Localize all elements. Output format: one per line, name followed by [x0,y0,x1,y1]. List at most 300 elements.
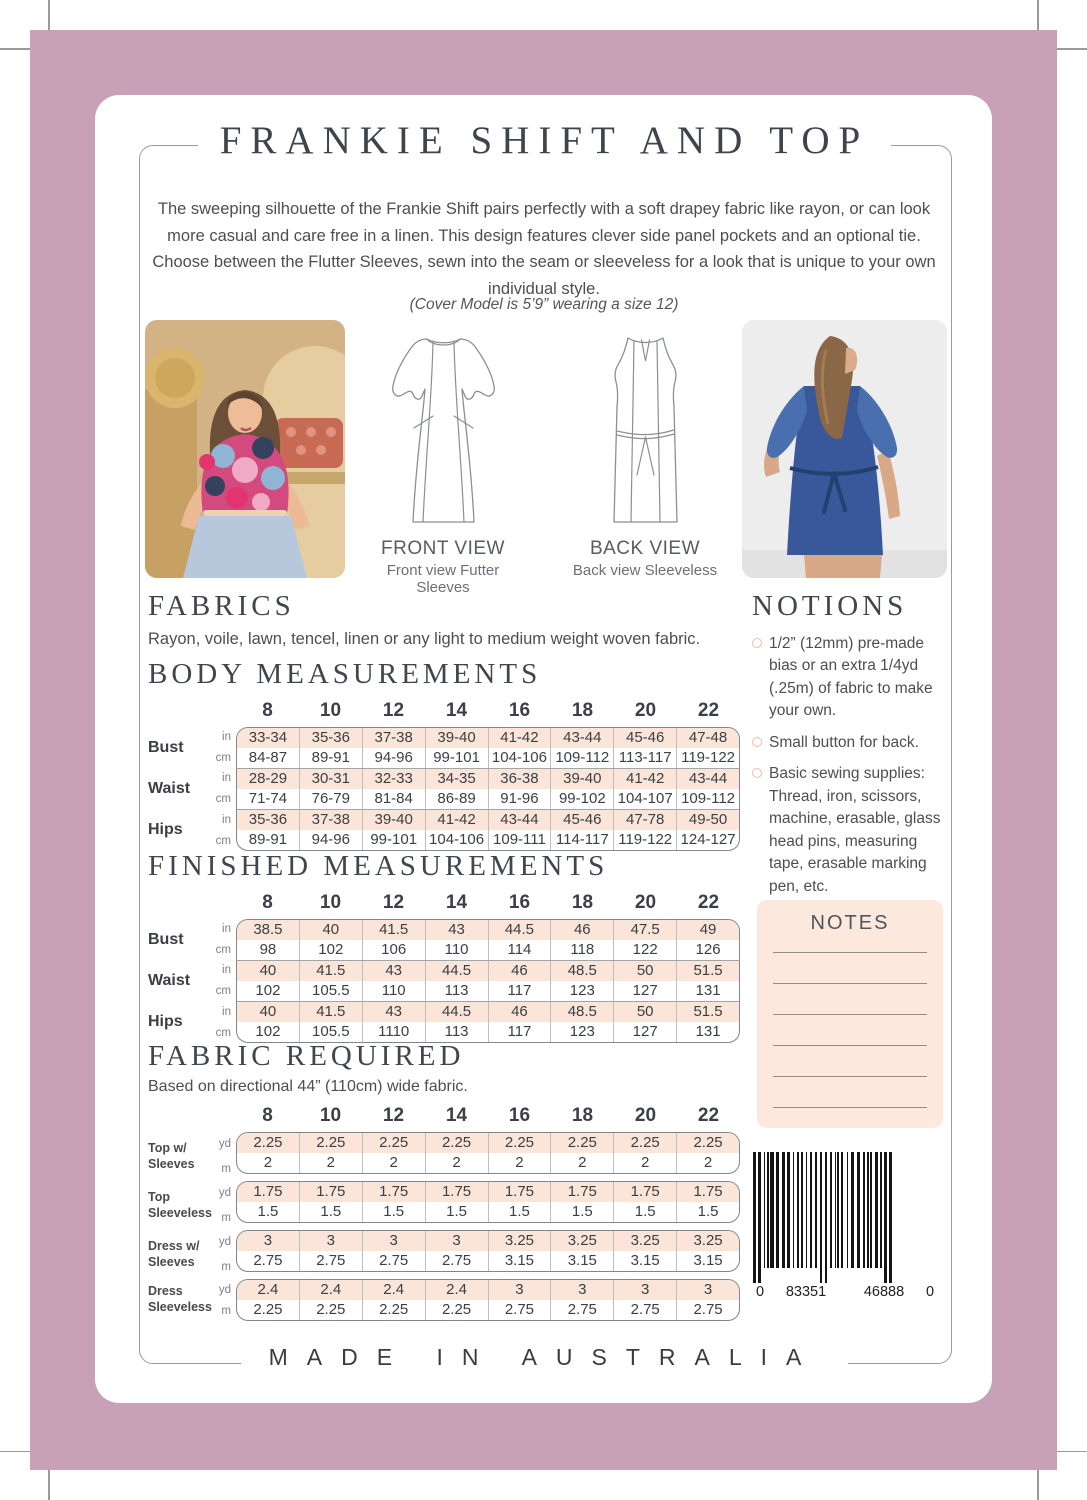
table-cell: 1.75 [362,1182,425,1202]
table-cell: 119-122 [676,748,739,768]
table-cell: 38.5 [253,921,283,938]
unit-label: cm [215,943,231,956]
model-photo-back-illustration [742,320,947,578]
table-cell: 2.25 [299,1300,362,1320]
table-cell: 122 [613,940,676,960]
note-line [773,984,927,1015]
finished-measurements-section [148,850,740,1043]
barcode-digit: 46888 [863,1284,905,1300]
table-cell: 94-96 [299,830,362,850]
size-header-cell: 14 [445,892,468,913]
barcode-bar [793,1152,794,1268]
notions-item-text: Small button for back. [769,733,919,751]
row-label-group [148,1001,236,1043]
table-cell: 46 [488,1002,551,1022]
table-cell: 45-46 [550,810,613,830]
back-view-label: BACK VIEW [589,538,701,559]
table-cell: 43-44 [676,769,739,789]
barcode-bar [880,1152,883,1268]
bullet-circle-icon [752,768,762,778]
unit-labels [216,960,231,1001]
table-cell: 2.25 [676,1133,739,1153]
table-cell: 2 [263,1154,273,1171]
table-cell: 81-84 [362,789,425,809]
cover-model-note: (Cover Model is 5’9” wearing a size 12) [409,296,679,313]
table-row [148,809,740,851]
table-cell: 44.5 [425,961,488,981]
table-cell: 1110 [362,1022,425,1042]
table-cell: 113 [425,981,488,1001]
note-line [773,1046,927,1077]
row-label: Bust [148,738,184,756]
table-cell: 40 [299,920,362,940]
unit-labels [216,1001,231,1043]
table-cell: 1.5 [488,1202,551,1222]
table-cell: 48.5 [550,961,613,981]
table-cell: 124-127 [676,830,739,850]
back-view-line-drawing [588,325,703,530]
unit-label: yd [218,1187,231,1200]
table-cell: 127 [613,1022,676,1042]
table-cell: 3.25 [550,1231,613,1251]
table-cell: 40 [259,962,277,979]
barcode [753,1152,937,1300]
size-header-cell: 14 [445,1105,468,1126]
table-row [148,1132,740,1181]
table-value-line [237,1280,739,1300]
table-values-box [236,1181,740,1223]
table-cell: 41.5 [299,1002,362,1022]
table-cell: 47-78 [613,810,676,830]
table-cell: 3.15 [676,1251,739,1271]
barcode-bar [875,1152,877,1268]
table-cell: 1.75 [550,1182,613,1202]
table-cell: 1.75 [613,1182,676,1202]
barcode-bar [837,1152,839,1268]
row-label: Hips [148,821,183,838]
table-cell: 123 [550,981,613,1001]
barcode-digit: 0 [925,1284,935,1300]
table-cell: 43-44 [488,810,551,830]
size-header-cell: 10 [319,892,342,913]
table-cell: 2 [488,1153,551,1173]
table-cell: 1.75 [299,1182,362,1202]
table-values-box [236,1132,740,1174]
barcode-bar [767,1152,769,1268]
finished-measurements-table [148,892,740,1043]
table-value-line [237,1231,739,1251]
table-cell: 48.5 [550,1002,613,1022]
unit-label: in [222,731,231,744]
table-cell: 39-40 [550,769,613,789]
table-cell: 94-96 [362,748,425,768]
table-cell: 2.75 [362,1251,425,1271]
size-header-row [236,700,740,722]
table-cell: 1.75 [253,1183,283,1200]
unit-label: cm [215,984,231,997]
table-cell: 46 [488,961,551,981]
unit-labels [219,1279,231,1321]
back-view-figure [560,325,730,579]
table-cell: 118 [550,940,613,960]
table-cell: 1.5 [550,1202,613,1222]
size-header-cell: 20 [634,700,657,721]
table-value-line [237,1300,739,1320]
size-header-cell: 10 [319,1105,342,1126]
table-cell: 86-89 [425,789,488,809]
table-cell: 2.25 [299,1133,362,1153]
row-label: Bust [148,930,184,948]
table-values-box [236,1279,740,1321]
table-values-box [236,809,740,851]
table-cell: 41.5 [299,961,362,981]
note-line [773,1015,927,1046]
size-header-cell: 20 [634,1105,657,1126]
table-cell: 33-34 [248,729,288,746]
table-cell: 2.25 [613,1133,676,1153]
table-cell: 119-122 [613,830,676,850]
table-cell: 102 [299,940,362,960]
table-cell: 3 [263,1232,273,1249]
table-cell: 2.75 [299,1251,362,1271]
barcode-bar [835,1152,836,1268]
size-header-cell: 12 [382,700,405,721]
size-header-cell: 12 [382,892,405,913]
table-cell: 71-74 [248,790,288,807]
table-value-line [237,789,739,809]
row-label-group [148,1279,236,1321]
table-cell: 109-112 [676,789,739,809]
table-cell: 110 [425,940,488,960]
table-cell: 45-46 [613,728,676,748]
barcode-bar [801,1152,802,1268]
size-header-cell: 10 [319,700,342,721]
notions-item [752,732,952,754]
notions-item-text: 1/2” (12mm) pre-made bias or an extra 1/4yd (.25m) of fabric to make your own. [769,635,933,720]
table-row [148,1001,740,1043]
table-cell: 3.15 [613,1251,676,1271]
table-cell: 34-35 [425,769,488,789]
table-cell: 2.25 [550,1133,613,1153]
table-cell: 3 [488,1280,551,1300]
row-label-group [148,1181,236,1230]
size-header-cell: 8 [262,892,273,913]
fabric-required-note: Based on directional 44” (110cm) wide fabric. [148,1078,468,1095]
table-cell: 2.75 [488,1300,551,1320]
unit-label: in [222,1005,231,1018]
size-header-cell: 18 [571,892,594,913]
barcode-bar [847,1152,849,1268]
barcode-bar [764,1152,765,1268]
table-row [148,919,740,960]
fabric-required-section [148,1040,740,1321]
table-cell: 104-107 [613,789,676,809]
row-label: Dress Sleeveless [148,1284,212,1314]
barcode-bar [830,1152,832,1268]
table-values-box [236,1230,740,1272]
table-cell: 109-112 [550,748,613,768]
barcode-bar [841,1152,844,1268]
unit-labels [219,1230,231,1279]
size-header-cell: 16 [508,700,531,721]
unit-label: cm [215,792,231,805]
size-header-cell: 14 [445,700,468,721]
table-cell: 3 [362,1231,425,1251]
unit-label: yd [218,1236,231,1249]
body-measurements-heading: BODY MEASUREMENTS [148,658,542,690]
table-cell: 40 [259,1003,277,1020]
body-measurements-section [148,658,740,851]
row-label-group [148,727,236,768]
table-cell: 104-106 [425,830,488,850]
table-cell: 46 [550,920,613,940]
row-label-group [148,1230,236,1279]
table-cell: 2.25 [362,1300,425,1320]
front-view-sublabel: Front view Futter Sleeves [386,562,500,596]
table-cell: 117 [488,1022,551,1042]
unit-label: cm [215,834,231,847]
crop-mark [1037,0,1039,32]
size-header-row [236,892,740,914]
table-cell: 99-101 [362,830,425,850]
table-value-line [237,981,739,1001]
table-cell: 2.4 [257,1281,279,1298]
table-row [148,768,740,809]
barcode-bar [863,1152,864,1268]
unit-labels [219,1181,231,1230]
table-value-line [237,940,739,960]
table-cell: 43 [362,961,425,981]
barcode-bar [815,1152,817,1268]
table-cell: 2.25 [253,1134,283,1151]
model-photo-front [145,320,345,578]
table-cell: 1.5 [613,1202,676,1222]
table-cell: 39-40 [425,728,488,748]
table-cell: 2.75 [253,1252,283,1269]
table-cell: 3.15 [550,1251,613,1271]
table-cell: 113 [425,1022,488,1042]
table-value-line [237,1133,739,1153]
table-cell: 51.5 [676,961,739,981]
table-cell: 2 [550,1153,613,1173]
table-cell: 2.75 [613,1300,676,1320]
barcode-bar [758,1152,761,1283]
back-view-sublabel: Back view Sleeveless [572,562,718,579]
table-row [148,1279,740,1321]
size-header-cell: 18 [571,700,594,721]
title-row [139,118,950,163]
table-cell: 1.5 [299,1202,362,1222]
bullet-circle-icon [752,737,762,747]
pattern-description: The sweeping silhouette of the Frankie Shift pairs perfectly with a soft drapey fabric like rayon, or can look more casual and care free in a linen. This design features clever side panel pockets and an optional tie. Choose between the Flutter Sleeves, sewn into the seam or sleeveless for a look that is unique to your own individual style. [152,200,936,299]
unit-labels [216,809,231,851]
table-value-line [237,810,739,830]
table-cell: 3 [550,1280,613,1300]
barcode-bar [806,1152,807,1268]
table-cell: 2.75 [676,1300,739,1320]
size-header-cell: 16 [508,1105,531,1126]
notions-item-text: Basic sewing supplies: Thread, iron, scissors, machine, erasable, glass head pins, measuring tape, erasable marking pen, etc. [769,765,941,895]
notes-panel [757,900,943,1128]
table-cell: 37-38 [362,728,425,748]
bullet-circle-icon [752,638,762,648]
table-cell: 2.25 [253,1301,283,1318]
table-cell: 1.5 [257,1203,279,1220]
body-measurements-table [148,700,740,851]
table-cell: 41-42 [425,810,488,830]
unit-label: yd [218,1138,231,1151]
unit-label: yd [218,1283,231,1296]
barcode-bar [889,1152,892,1283]
crop-mark [1037,1468,1039,1500]
front-view-line-drawing [376,325,511,530]
table-values-box [236,727,740,768]
table-cell: 43 [425,920,488,940]
table-value-line [237,1022,739,1042]
table-value-line [237,1251,739,1271]
barcode-bar [787,1152,790,1268]
table-cell: 131 [676,981,739,1001]
table-cell: 35-36 [248,811,288,828]
note-line [773,1077,927,1108]
fabric-required-heading: FABRIC REQUIRED [148,1040,465,1072]
table-cell: 113-117 [613,748,676,768]
table-cell: 2.4 [299,1280,362,1300]
table-cell: 110 [362,981,425,1001]
table-cell: 43 [362,1002,425,1022]
barcode-bar [797,1152,798,1268]
row-label-group [148,768,236,809]
barcode-bar [753,1152,756,1283]
table-cell: 39-40 [362,810,425,830]
barcode-bar [770,1152,773,1268]
table-cell: 44.5 [488,920,551,940]
table-cell: 41-42 [488,728,551,748]
size-header-cell: 22 [697,700,720,721]
note-line [773,953,927,984]
table-cell: 99-101 [425,748,488,768]
table-cell: 1.5 [362,1202,425,1222]
table-cell: 3 [425,1231,488,1251]
table-cell: 36-38 [488,769,551,789]
table-cell: 2.4 [362,1280,425,1300]
barcode-bar [820,1152,823,1283]
row-label-group [148,1132,236,1181]
table-cell: 3.15 [488,1251,551,1271]
table-cell: 3.25 [676,1231,739,1251]
unit-labels [216,919,231,960]
table-cell: 1.75 [488,1182,551,1202]
table-cell: 3 [613,1280,676,1300]
barcode-bars [753,1152,937,1285]
table-cell: 3 [299,1231,362,1251]
table-value-line [237,920,739,940]
size-header-cell: 12 [382,1105,405,1126]
unit-labels [216,768,231,809]
table-cell: 49-50 [676,810,739,830]
table-value-line [237,1182,739,1202]
size-header-cell: 18 [571,1105,594,1126]
table-row [148,1181,740,1230]
table-value-line [237,830,739,850]
notions-heading: NOTIONS [752,590,908,622]
table-cell: 106 [362,940,425,960]
table-cell: 2.25 [425,1300,488,1320]
unit-label: in [222,772,231,785]
row-label: Hips [148,1013,183,1030]
barcode-bar [810,1152,811,1268]
table-cell: 117 [488,981,551,1001]
table-values-box [236,960,740,1001]
table-cell: 105.5 [299,981,362,1001]
table-cell: 3.25 [613,1231,676,1251]
table-cell: 30-31 [299,769,362,789]
finished-measurements-heading: FINISHED MEASUREMENTS [148,850,609,882]
row-label-group [148,960,236,1001]
table-cell: 104-106 [488,748,551,768]
size-header-cell: 8 [262,700,273,721]
table-cell: 98 [259,941,277,958]
table-cell: 35-36 [299,728,362,748]
table-cell: 44.5 [425,1002,488,1022]
table-row [148,1230,740,1279]
size-header-cell: 8 [262,1105,273,1126]
size-header-cell: 22 [697,892,720,913]
table-cell: 91-96 [488,789,551,809]
unit-label: in [222,813,231,826]
table-cell: 126 [676,940,739,960]
table-cell: 3.25 [488,1231,551,1251]
table-cell: 41.5 [362,920,425,940]
table-cell: 123 [550,1022,613,1042]
table-cell: 32-33 [362,769,425,789]
unit-labels [219,1132,231,1181]
table-cell: 2 [613,1153,676,1173]
table-cell: 131 [676,1022,739,1042]
table-cell: 2.4 [425,1280,488,1300]
row-label: Top Sleeveless [148,1189,212,1220]
unit-labels [216,727,231,768]
table-cell: 102 [255,982,281,999]
barcode-bar [851,1152,854,1268]
table-cell: 114-117 [550,830,613,850]
notions-item [752,763,952,898]
table-cell: 84-87 [248,749,288,766]
unit-label: m [221,1304,231,1317]
table-value-line [237,1002,739,1022]
barcode-digits [753,1284,937,1300]
table-row [148,960,740,1001]
unit-label: m [221,1211,231,1224]
barcode-bar [884,1152,887,1283]
model-photo-front-illustration [145,320,345,578]
table-cell: 127 [613,981,676,1001]
table-cell: 114 [488,940,551,960]
front-view-figure [358,325,528,596]
notions-list [752,633,952,898]
table-value-line [237,748,739,768]
row-label-group [148,809,236,851]
unit-label: in [222,923,231,936]
table-cell: 102 [255,1023,281,1040]
front-view-label: FRONT VIEW [381,538,505,559]
table-cell: 50 [613,1002,676,1022]
table-cell: 1.75 [676,1182,739,1202]
table-cell: 1.5 [676,1202,739,1222]
barcode-bar [776,1152,779,1268]
table-cell: 28-29 [248,770,288,787]
table-cell: 1.5 [425,1202,488,1222]
